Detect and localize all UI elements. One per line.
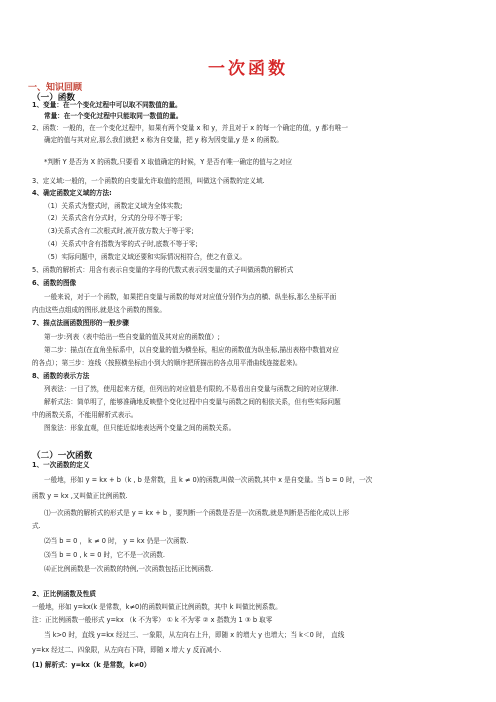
text-line: 7、描点法画函数图形的一般步骤 — [32, 319, 129, 327]
text-line: 内由这些点组成的图形,就是这个函数的图象。 — [32, 306, 166, 314]
subsection-heading: （二）一次函数 — [32, 451, 93, 461]
text-line: ⑴一次函数的解析式的形式是 y = kx + b ，要判断一个函数是否是一次函数,就是判断是否能化成以上形 — [44, 509, 350, 517]
text-line: 当 k>0 时，直线 y=kx 经过三、一象限，从左向右上升，即随 x 的增大 y 也增大；当 k＜0 时， 直线 — [44, 631, 345, 639]
text-line: 3、定义域:一般的，一个函数的自变量允许取值的范围，叫做这个函数的定义域. — [32, 177, 265, 185]
text-line: ⑵当 b = 0 ， k ≠ 0 时， y = kx 仍是一次函数. — [44, 537, 189, 545]
text-line: 确定的值与其对应,那么我们就把 x 称为自变量，把 y 称为因变量,y 是 x 的函数。 — [44, 136, 283, 144]
text-line: 5、函数的解析式：用含有表示自变量的字母的代数式表示因变量的式子叫做函数的解析式 — [32, 266, 294, 274]
text-line: 一般来说，对于一个函数，如果把自变量与函数的每对对应值分别作为点的横、纵坐标,那么坐标平面 — [44, 293, 337, 301]
text-line: 第二步：描点(在直角坐标系中，以自变量的值为横坐标，相应的函数值为纵坐标,描出表格中数值对应 — [44, 346, 339, 354]
text-line: 函数 y = kx ,又叫做正比例函数. — [32, 492, 128, 500]
text-line: 式. — [32, 522, 41, 530]
page-title: 一次函数 — [208, 59, 288, 79]
text-line: 6、函数的图像 — [32, 279, 77, 287]
text-line: 解析式法：简单明了，能够准确地反映整个变化过程中自变量与函数之间的相依关系，但有些实际问题 — [44, 398, 341, 406]
text-line: ⑶当 b = 0 , k = 0 时，它不是一次函数. — [44, 551, 165, 559]
text-line: 2、函数：一般的，在一个变化过程中，如果有两个变量 x 和 y，并且对于 x 的每一个确定的值，y 都有唯一 — [32, 124, 348, 132]
text-line: 一般地，形如 y = kx + b（k , b 是常数，且 k ≠ 0)的函数,叫做一次函数,其中 x 是自变量。当 b = 0 时，一次 — [44, 476, 373, 484]
text-line: ⑷正比例函数是一次函数的特例,一次函数包括正比例函数. — [44, 565, 214, 573]
text-line: 中的函数关系，不能用解析式表示。 — [32, 411, 138, 419]
text-line: 图象法：形象直观，但只能近似地表达两个变量之间的函数关系。 — [44, 424, 236, 432]
text-line: (1) 解析式：y=kx（k 是常数，k≠0） — [32, 661, 151, 669]
text-line: （3)关系式含有二次根式时,被开放方数大于等于零; — [44, 227, 194, 235]
section-heading: 一、知识回顾 — [28, 83, 83, 93]
text-line: （2）关系式含有分式时，分式的分母不等于零; — [44, 214, 183, 222]
text-line: *判断 Y 是否为 X 的函数,只要看 X 取值确定的时候，Y 是否有唯一确定的值与之对应 — [44, 158, 293, 166]
text-line: 第一步:列表（表中给出一些自变量的值及其对应的函数值）; — [44, 333, 220, 341]
text-line: 常量：在一个变化过程中只能取同一数值的量。 — [44, 112, 183, 120]
text-line: 注：正比例函数一般形式 y=kx （k 不为零） ① k 不为零 ② x 指数为 1 ③ b 取零 — [32, 616, 273, 624]
text-line: y=kx 经过二、四象限，从左向右下降，即随 x 增大 y 反而减小. — [32, 646, 222, 654]
text-line: 8、函数的表示方法 — [32, 372, 90, 380]
text-line: 1、一次函数的定义 — [32, 461, 90, 469]
text-line: （1）关系式为整式时，函数定义域为全体实数; — [44, 202, 183, 210]
text-line: 一般地，形如 y=kx(k 是常数，k≠0)的函数叫做正比例函数，其中 k 叫做比例系数。 — [32, 603, 282, 611]
text-line: 2、正比例函数及性质 — [32, 590, 96, 598]
text-line: 列表法：一目了然，使用起来方便，但列出的对应值是有限的,不易看出自变量与函数之间的对应规律. — [44, 385, 339, 393]
text-line: 的各点）；第三步：连线（按照横坐标由小到大的顺序把所描出的各点用平滑曲线连接起来)。 — [32, 359, 302, 367]
text-line: 1、变量：在一个变化过程中可以取不同数值的量。 — [32, 101, 182, 109]
subsection-heading: （一）函数 — [32, 93, 75, 103]
text-line: （5）实际问题中，函数定义域还要和实际情况相符合，使之有意义。 — [44, 253, 247, 261]
text-line: 4、确定函数定义域的方法: — [32, 189, 112, 197]
text-line: （4）关系式中含有指数为零的式子时,底数不等于零; — [44, 240, 198, 248]
